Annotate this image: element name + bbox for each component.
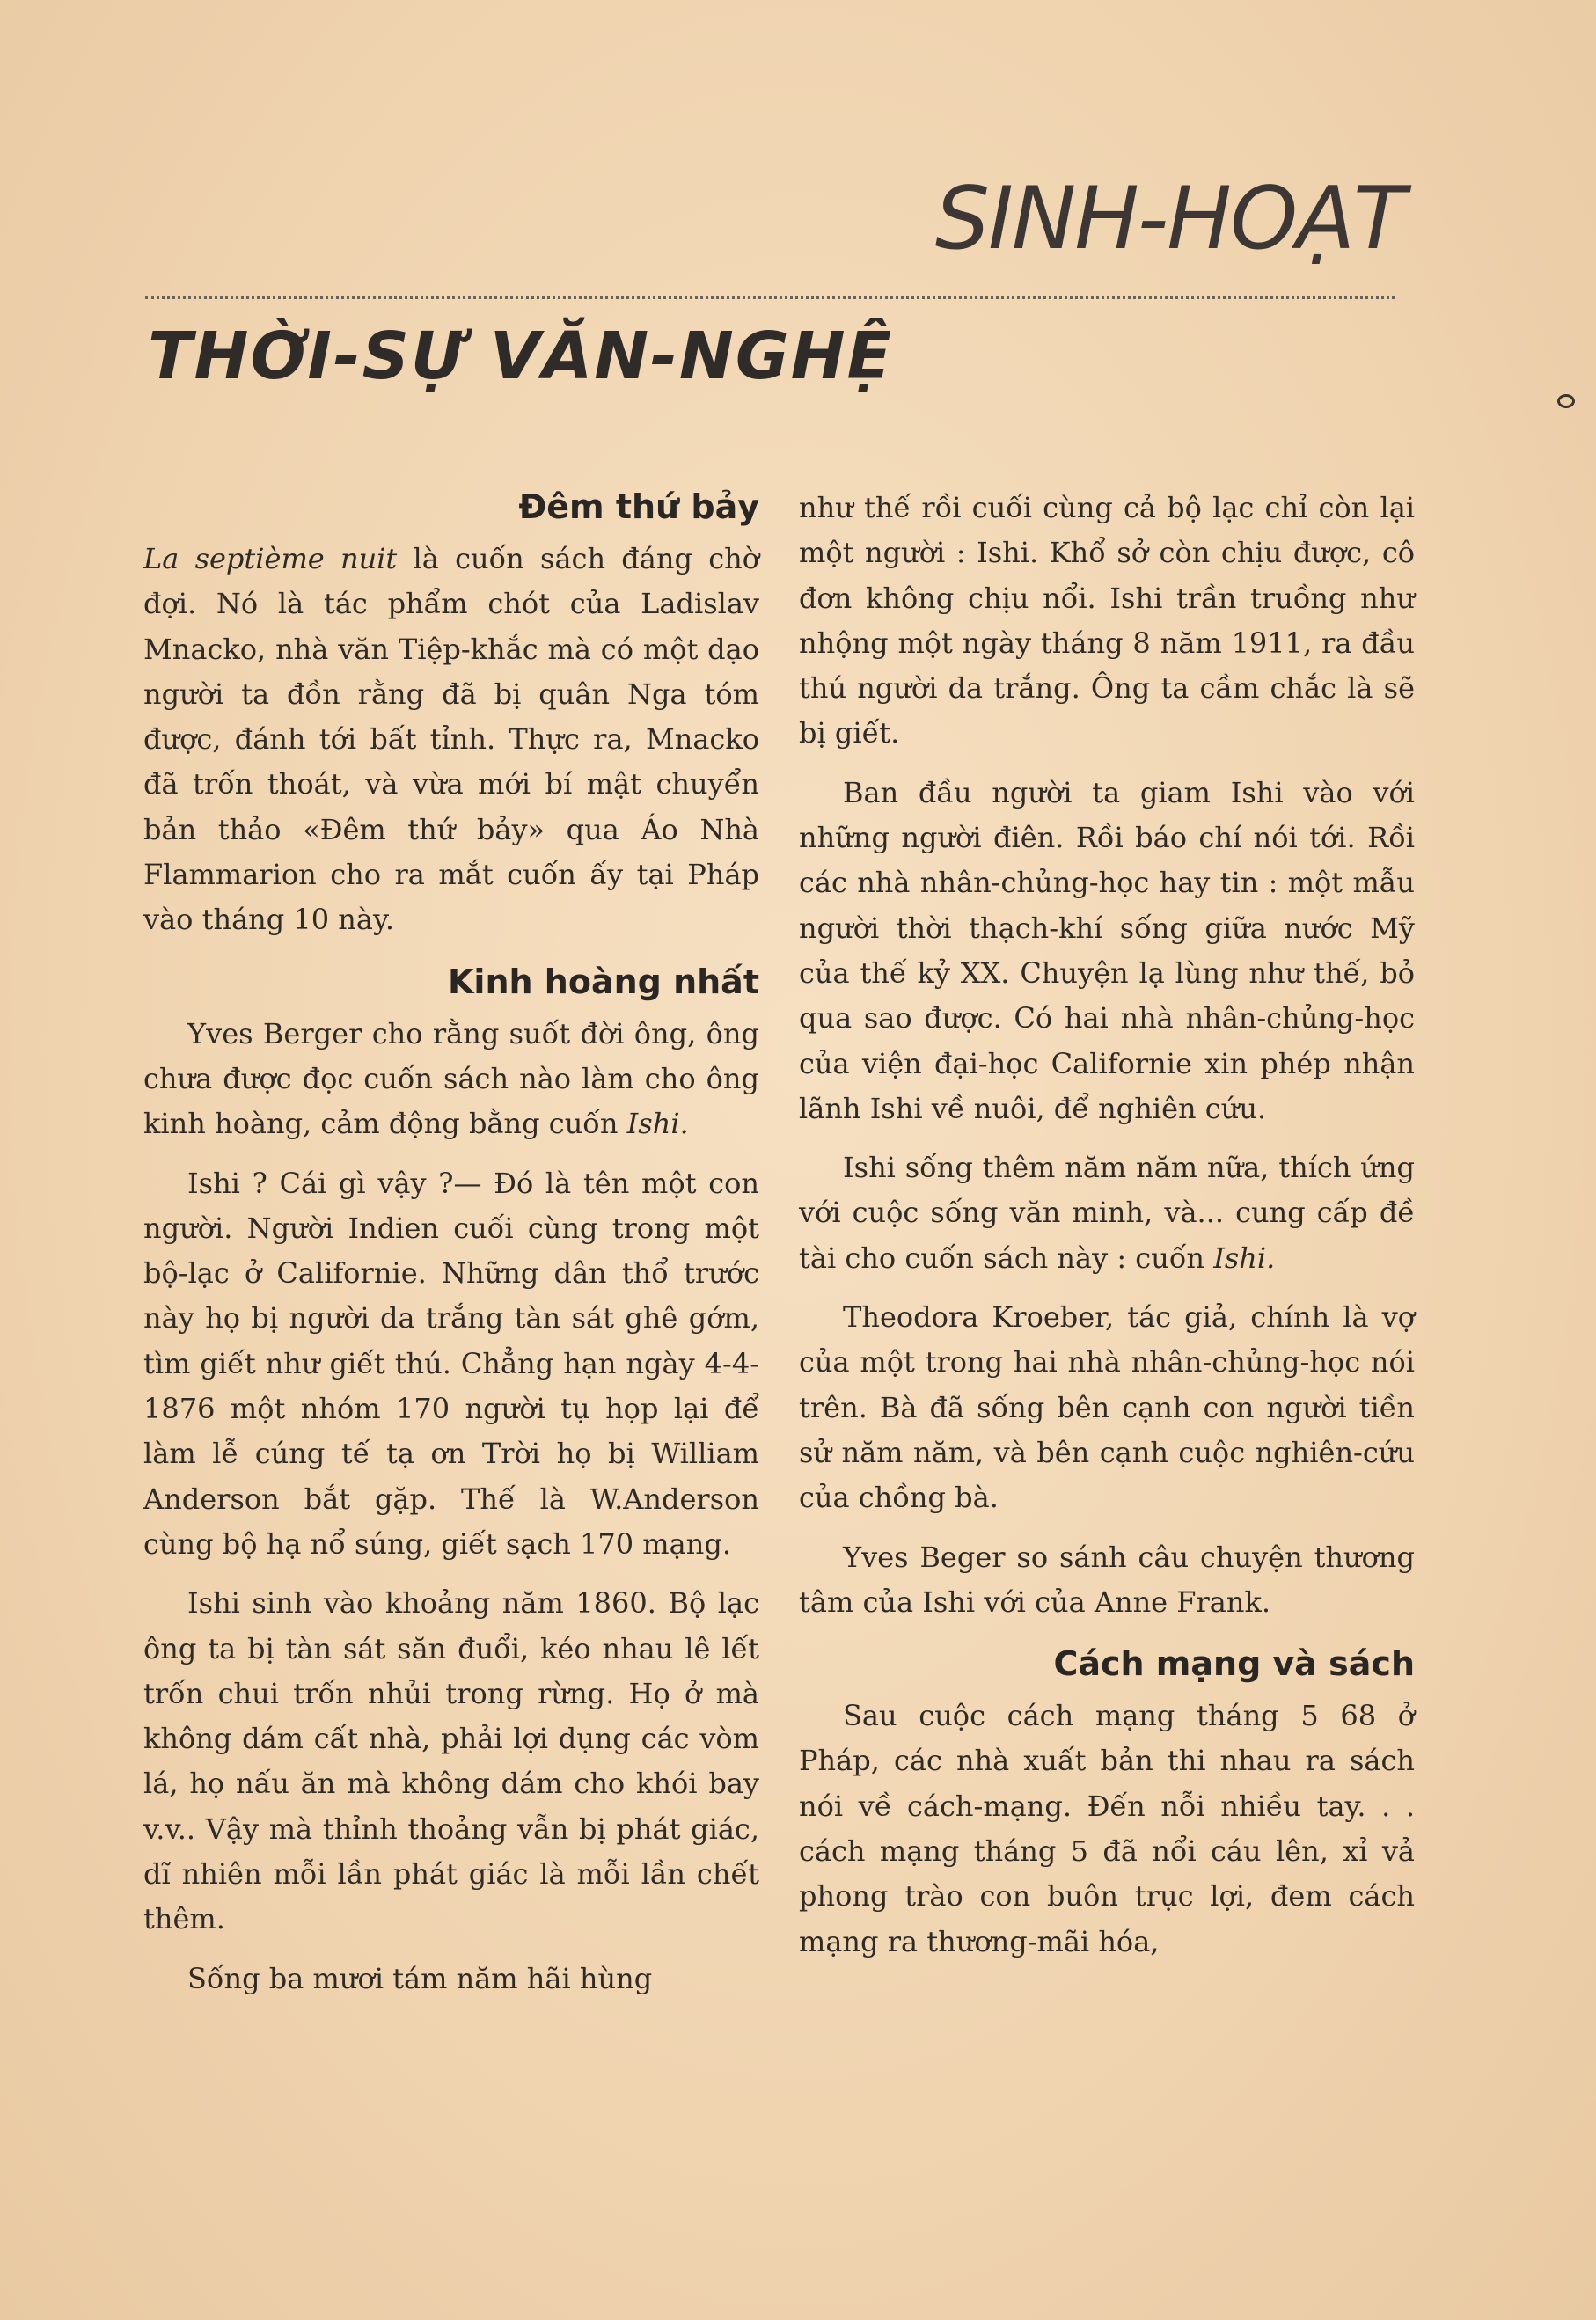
paragraph: Ishi sống thêm năm năm nữa, thích ứng với cuộc sống văn minh, và... cung cấp đề tài cho cuốn sách này : cuốn Ishi. xyxy=(799,1151,1415,1275)
paragraph: Ishi sinh vào khoảng năm 1860. Bộ lạc ông ta bị tàn sát săn đuổi, kéo nhau lê lết trốn chui trốn nhủi trong rừng. Họ ở mà không dám cất nhà, phải lợi dụng các vòm lá, họ nấu ăn mà không dám cho khói bay v.v.. Vậy mà thỉnh thoảng vẫn bị phát giác, dĩ nhiên mỗi lần phát giác là mỗi lần chết thêm. xyxy=(143,1586,759,1936)
paper-mark xyxy=(1557,394,1575,408)
paragraph: Ban đầu người ta giam Ishi vào với những người điên. Rồi báo chí nói tới. Rồi các nhà nhân-chủng-học hay tin : một mẫu người thời thạch-khí sống giữa nước Mỹ của thế kỷ XX. Chuyện lạ lùng như thế, bỏ qua sao được. Có hai nhà nhân-chủng-học của viện đại-học Californie xin phép nhận lãnh Ishi về nuôi, để nghiên cứu. xyxy=(799,775,1415,1125)
dotted-divider xyxy=(145,296,1395,299)
book-title-italic: Ishi. xyxy=(1213,1241,1276,1275)
paragraph: Sau cuộc cách mạng tháng 5 68 ở Pháp, các nhà xuất bản thi nhau ra sách nói về cách-mạng. Đến nỗi nhiều tay. . . cách mạng tháng 5 đã nổi cáu lên, xỉ vả phong trào con buôn trục lợi, đem cách mạng ra thương-mãi hóa, xyxy=(799,1699,1415,1958)
left-column xyxy=(143,482,759,2016)
right-column xyxy=(799,486,1415,1979)
paragraph: Yves Berger cho rằng suốt đời ông, ông chưa được đọc cuốn sách nào làm cho ông kinh hoàng, cảm động bằng cuốn Ishi. xyxy=(143,1016,759,1141)
rubric-title: THỜI-SỰ VĂN-NGHỆ xyxy=(148,318,894,394)
heading-cach-mang-va-sach: Cách mạng và sách xyxy=(1053,1644,1415,1684)
book-title-italic: Ishi. xyxy=(626,1107,689,1141)
book-title-italic: La septième nuit xyxy=(143,542,398,575)
paragraph: Theodora Kroeber, tác giả, chính là vợ của một trong hai nhà nhân-chủng-học nói trên. Bà đã sống bên cạnh con người tiền sử năm năm, và bên cạnh cuộc nghiên-cứu của chồng bà. xyxy=(799,1300,1415,1515)
paragraph: Sống ba mươi tám năm hãi hùng xyxy=(187,1961,653,1995)
paragraph: như thế rồi cuối cùng cả bộ lạc chỉ còn lại một người : Ishi. Khổ sở còn chịu được, cô đơn không chịu nổi. Ishi trần truồng như nhộng một ngày tháng 8 năm 1911, ra đầu thú người da trắng. Ông ta cầm chắc là sẽ bị giết. xyxy=(799,491,1415,750)
paragraph: Ishi ? Cái gì vậy ?— Đó là tên một con người. Người Indien cuối cùng trong một bộ-lạc ở Californie. Những dân thổ trước này họ bị người da trắng tàn sát ghê gớm, tìm giết như giết thú. Chẳng hạn ngày 4-4-1876 một nhóm 170 người tụ họp lại để làm lễ cúng tế tạ ơn Trời họ bị William Anderson bắt gặp. Thế là W.Anderson cùng bộ hạ nổ súng, giết sạch 170 mạng. xyxy=(143,1166,759,1561)
heading-kinh-hoang-nhat: Kinh hoàng nhất xyxy=(447,962,759,1001)
section-title: SINH-HOẠT xyxy=(934,169,1404,269)
paragraph: La septième nuit là cuốn sách đáng chờ đợi. Nó là tác phẩm chót của Ladislav Mnacko, nhà văn Tiệp-khắc mà có một dạo người ta đồn rằng đã bị quân Nga tóm được, đánh tới bất tỉnh. Thực ra, Mnacko đã trốn thoát, và vừa mới bí mật chuyển bản thảo «Đêm thứ bảy» qua Áo Nhà Flammarion cho ra mắt cuốn ấy tại Pháp vào tháng 10 này. xyxy=(143,542,760,937)
paragraph: Yves Beger so sánh câu chuyện thương tâm của Ishi với của Anne Frank. xyxy=(799,1540,1415,1619)
heading-dem-thu-bay: Đêm thứ bảy xyxy=(518,487,759,526)
